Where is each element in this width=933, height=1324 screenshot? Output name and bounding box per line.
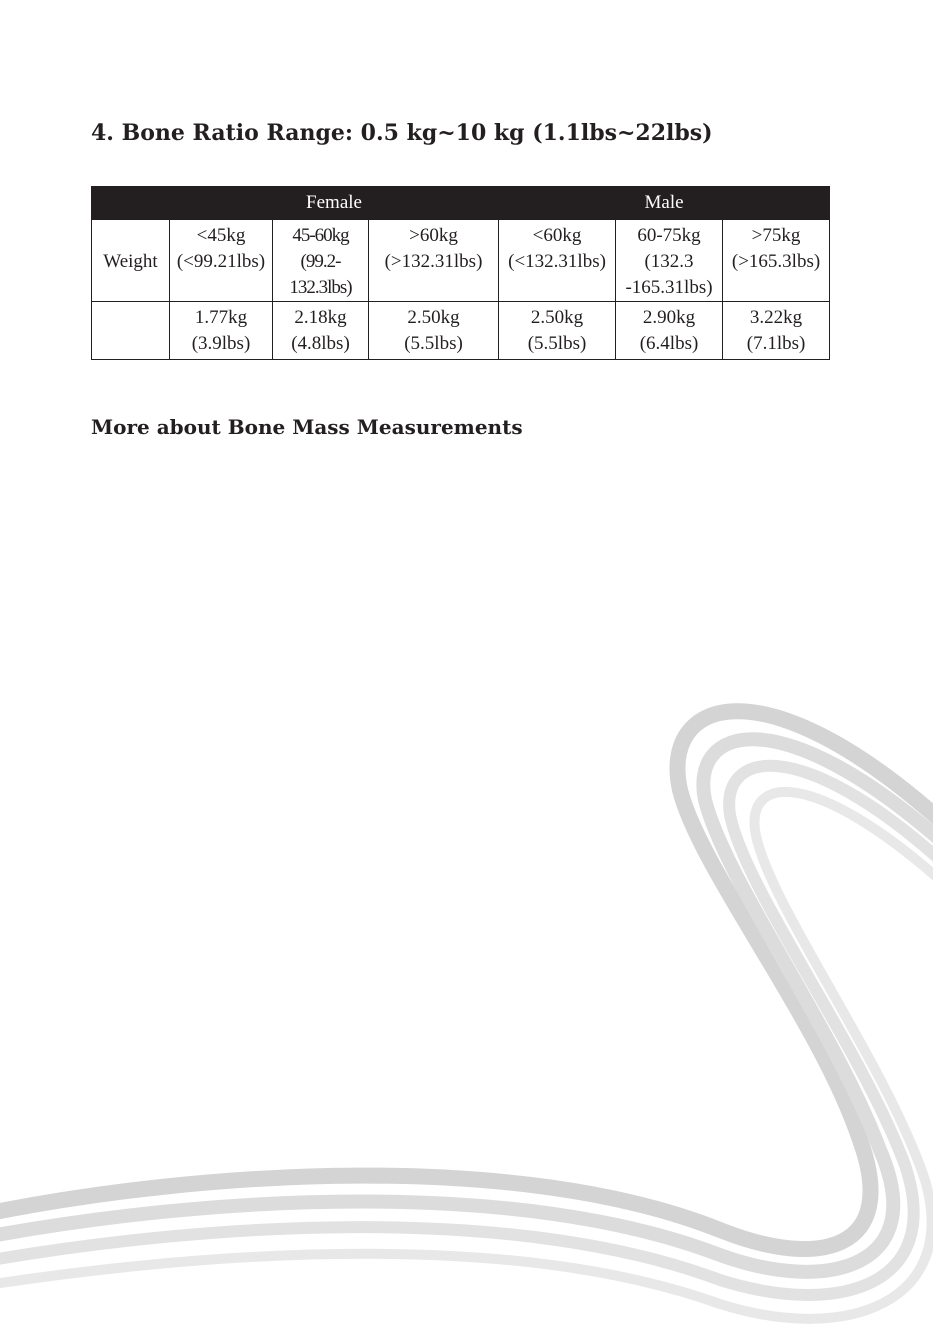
cell-line: (>132.31lbs) — [384, 251, 483, 272]
cell-line: (<132.31lbs) — [508, 251, 606, 272]
cell-line: (3.9lbs) — [191, 333, 251, 354]
cell-line: (>165.3lbs) — [731, 251, 821, 272]
section-title: 4. Bone Ratio Range: 0.5 kg~10 kg (1.1lbs~22lbs) — [91, 120, 713, 146]
cell-line: (4.8lbs) — [291, 333, 350, 354]
cell-line: 3.22kg — [749, 307, 803, 328]
cell-line: 2.50kg — [407, 307, 460, 328]
cell-line: <60kg — [532, 225, 582, 246]
cell-line: 2.50kg — [530, 307, 584, 328]
cell-line: (<99.21lbs) — [176, 251, 266, 272]
cell-line: <45kg — [196, 225, 246, 246]
female-group-header: Female — [170, 187, 499, 220]
cell-line: >60kg — [409, 225, 458, 246]
cell-line: (6.4lbs) — [639, 333, 699, 354]
cell-line: 1.77kg — [194, 307, 248, 328]
cell-line: -165.31lbs) — [625, 277, 713, 298]
cell-line: 2.18kg — [294, 307, 347, 328]
cell-line: 60-75kg — [637, 225, 701, 246]
cell-line: 2.90kg — [642, 307, 696, 328]
cell-line: 132.3lbs) — [289, 277, 352, 298]
male-group-header: Male — [499, 187, 830, 220]
cell-line: 45-60kg — [292, 225, 349, 246]
cell-line: (99.2- — [300, 251, 341, 272]
cell-line: (7.1lbs) — [746, 333, 806, 354]
cell-line: (132.3 — [644, 251, 694, 272]
cell-line: >75kg — [751, 225, 801, 246]
cell-line: (5.5lbs) — [404, 333, 463, 354]
weight-row-label: Weight — [92, 220, 170, 302]
cell-line: (5.5lbs) — [527, 333, 587, 354]
subsection-title: More about Bone Mass Measurements — [91, 415, 523, 439]
